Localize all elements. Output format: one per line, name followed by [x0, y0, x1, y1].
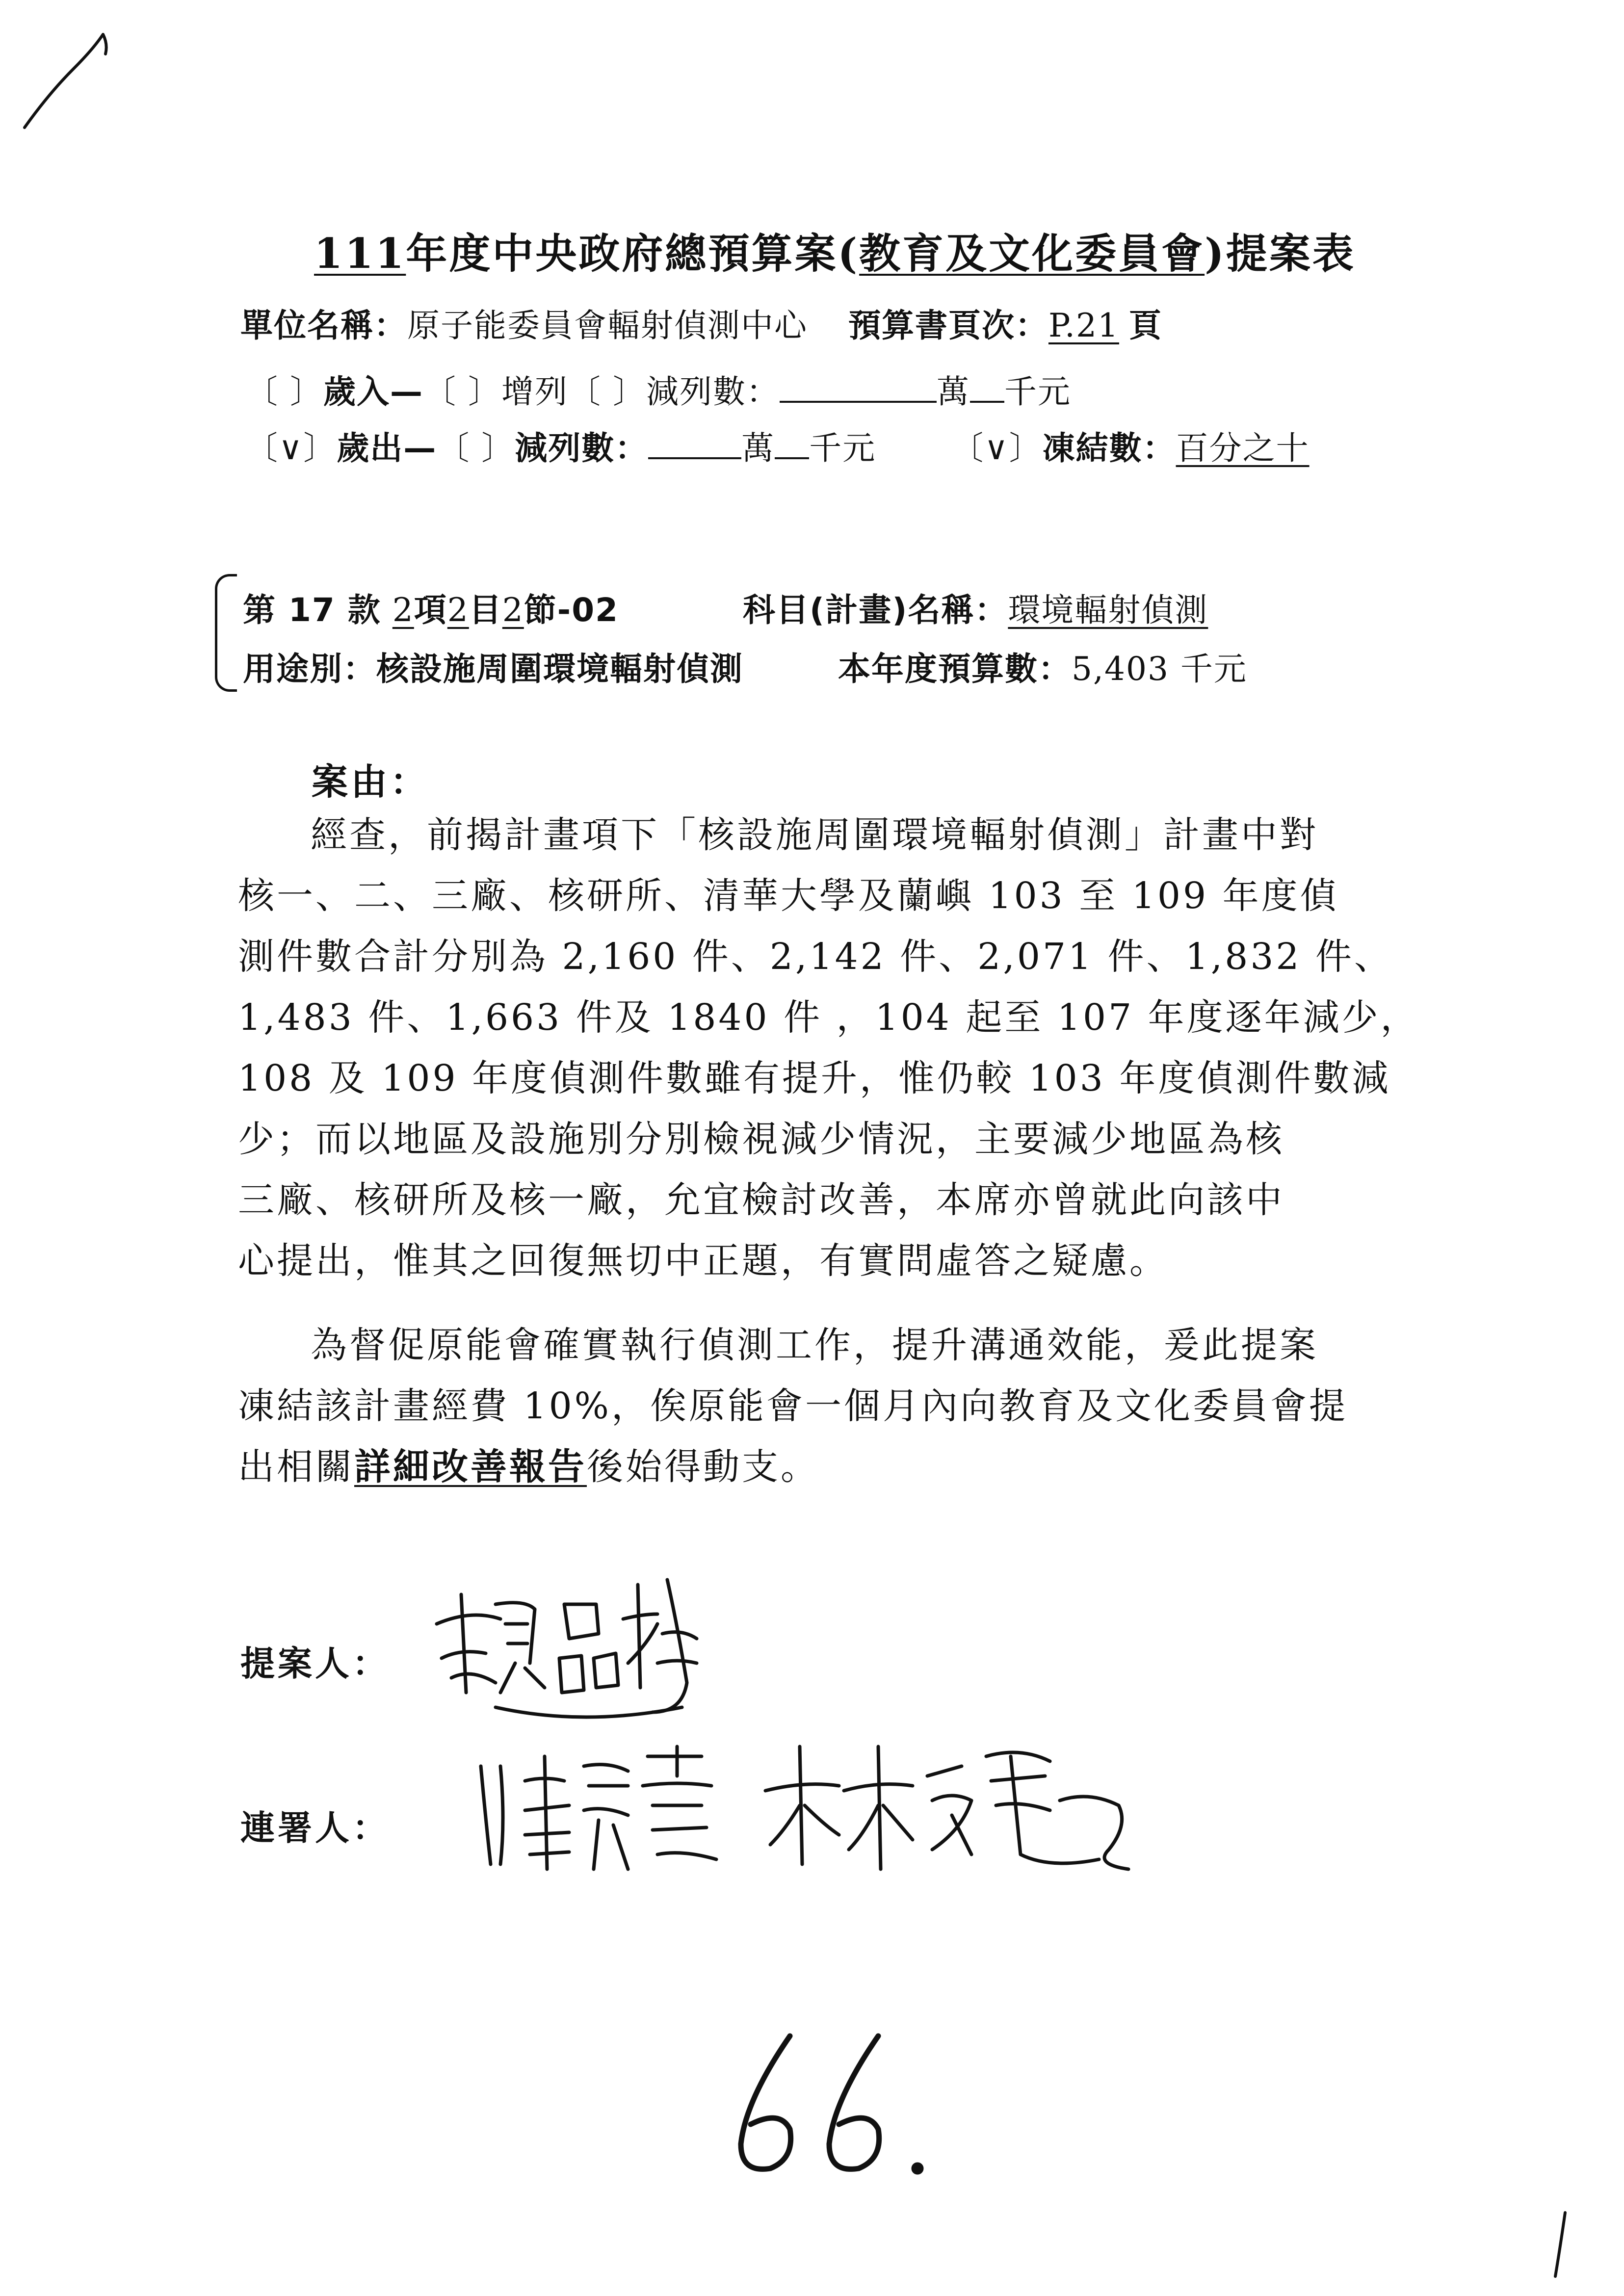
section-xiang: 項 — [414, 591, 447, 629]
section-line-1 — [243, 584, 1208, 630]
reason-paragraph — [238, 805, 1474, 1291]
page-ref-suffix: 頁 — [1128, 307, 1162, 344]
section-xiang-num: 2 — [392, 591, 414, 629]
revenue-line — [245, 365, 1071, 412]
section-kuan: 第 17 款 — [243, 591, 381, 629]
proposal-line: 為督促原能會確實執行偵測工作，提升溝通效能，爰此提案 — [311, 1324, 1318, 1366]
revenue-wan-blank — [780, 371, 937, 403]
cosigner-signature-2 — [756, 1727, 1158, 1884]
proposer-label: 提案人： — [240, 1644, 390, 1684]
decrease-checkbox: 〔 〕 — [568, 373, 646, 411]
exp-wan-blank — [648, 428, 741, 459]
proposer-signature — [422, 1565, 746, 1732]
budget-value: 5,403 千元 — [1071, 650, 1247, 688]
title-post: )提案表 — [1205, 229, 1356, 278]
expenditure-label: 歲出— — [337, 429, 437, 467]
title-committee: 教育及文化委員會 — [859, 229, 1205, 278]
page-number-handwritten — [716, 2026, 942, 2183]
section-jie: 節-02 — [524, 591, 619, 629]
section-mu: 目 — [469, 591, 502, 629]
title-year: 111 — [314, 229, 406, 278]
title-pre: 年度中央政府總預算案( — [406, 229, 860, 278]
page-ref-label: 預算書頁次： — [848, 307, 1048, 344]
unit-line — [240, 299, 1162, 346]
stray-pen-mark — [1545, 2208, 1575, 2281]
unit-label: 單位名稱： — [240, 307, 407, 344]
section-jie-num: 2 — [502, 591, 524, 629]
unit-value: 原子能委員會輻射偵測中心 — [407, 307, 808, 344]
subject-value: 環境輻射偵測 — [1008, 591, 1208, 629]
exp-decrease-label: 減列數： — [515, 429, 649, 467]
usage-label: 用途別：核設施周圍環境輻射偵測 — [243, 650, 743, 688]
budget-label: 本年度預算數： — [838, 650, 1072, 688]
increase-label: 增列 — [501, 373, 568, 411]
revenue-wan: 萬 — [936, 373, 970, 411]
freeze-checkbox: 〔∨〕 — [951, 429, 1043, 467]
revenue-label: 歲入— — [323, 373, 423, 411]
exp-qian: 千元 — [809, 429, 876, 467]
revenue-qian: 千元 — [1004, 373, 1071, 411]
reason-line: 三廠、核研所及核一廠，允宜檢討改善，本席亦曾就此向該中 — [238, 1179, 1284, 1221]
subject-label: 科目(計畫)名稱： — [743, 591, 1008, 629]
proposal-line: 凍結該計畫經費 10%，俟原能會一個月內向教育及文化委員會提 — [238, 1385, 1348, 1427]
exp-decrease-checkbox: 〔 〕 — [437, 429, 515, 467]
proposal-line-last — [238, 1436, 1474, 1497]
proposal-last-post: 後始得動支。 — [587, 1446, 819, 1488]
reason-line: 測件數合計分別為 2,160 件、2,142 件、2,071 件、1,832 件、 — [238, 936, 1393, 978]
proposal-paragraph — [238, 1315, 1474, 1497]
freeze-value: 百分之十 — [1176, 429, 1310, 467]
stray-pen-mark — [20, 25, 113, 132]
document-title — [314, 221, 1356, 280]
reason-line: 核一、二、三廠、核研所、清華大學及蘭嶼 103 至 109 年度偵 — [238, 875, 1339, 917]
proposal-last-pre: 出相關 — [238, 1446, 354, 1488]
reason-line: 經查，前揭計畫項下「核設施周圍環境輻射偵測」計畫中對 — [311, 814, 1318, 856]
section-line-2 — [243, 643, 1247, 689]
reason-line: 少；而以地區及設施別分別檢視減少情況，主要減少地區為核 — [238, 1118, 1284, 1160]
cosigner-signature-1 — [471, 1737, 746, 1884]
increase-checkbox: 〔 〕 — [423, 373, 501, 411]
section-mu-num: 2 — [447, 591, 469, 629]
revenue-checkbox: 〔 〕 — [245, 373, 323, 411]
revenue-qian-blank — [970, 371, 1004, 403]
reason-line: 心提出，惟其之回復無切中正題，有實問虛答之疑慮。 — [238, 1240, 1168, 1282]
reason-line: 1,483 件、1,663 件及 1840 件 ，104 起至 107 年度逐年減少， — [238, 996, 1419, 1039]
cosigner-label: 連署人： — [240, 1808, 390, 1848]
exp-wan: 萬 — [741, 429, 775, 467]
exp-qian-blank — [775, 428, 809, 459]
page-ref-value: P.21 — [1048, 307, 1119, 344]
freeze-label: 凍結數： — [1042, 429, 1176, 467]
reason-label: 案由： — [312, 761, 429, 803]
section-bracket — [215, 574, 237, 692]
reason-line: 108 及 109 年度偵測件數雖有提升，惟仍較 103 年度偵測件數減 — [238, 1057, 1391, 1099]
decrease-label: 減列數： — [646, 373, 780, 411]
expenditure-line — [245, 422, 1310, 469]
proposal-last-bold: 詳細改善報告 — [354, 1446, 587, 1488]
expenditure-checkbox: 〔∨〕 — [245, 429, 337, 467]
